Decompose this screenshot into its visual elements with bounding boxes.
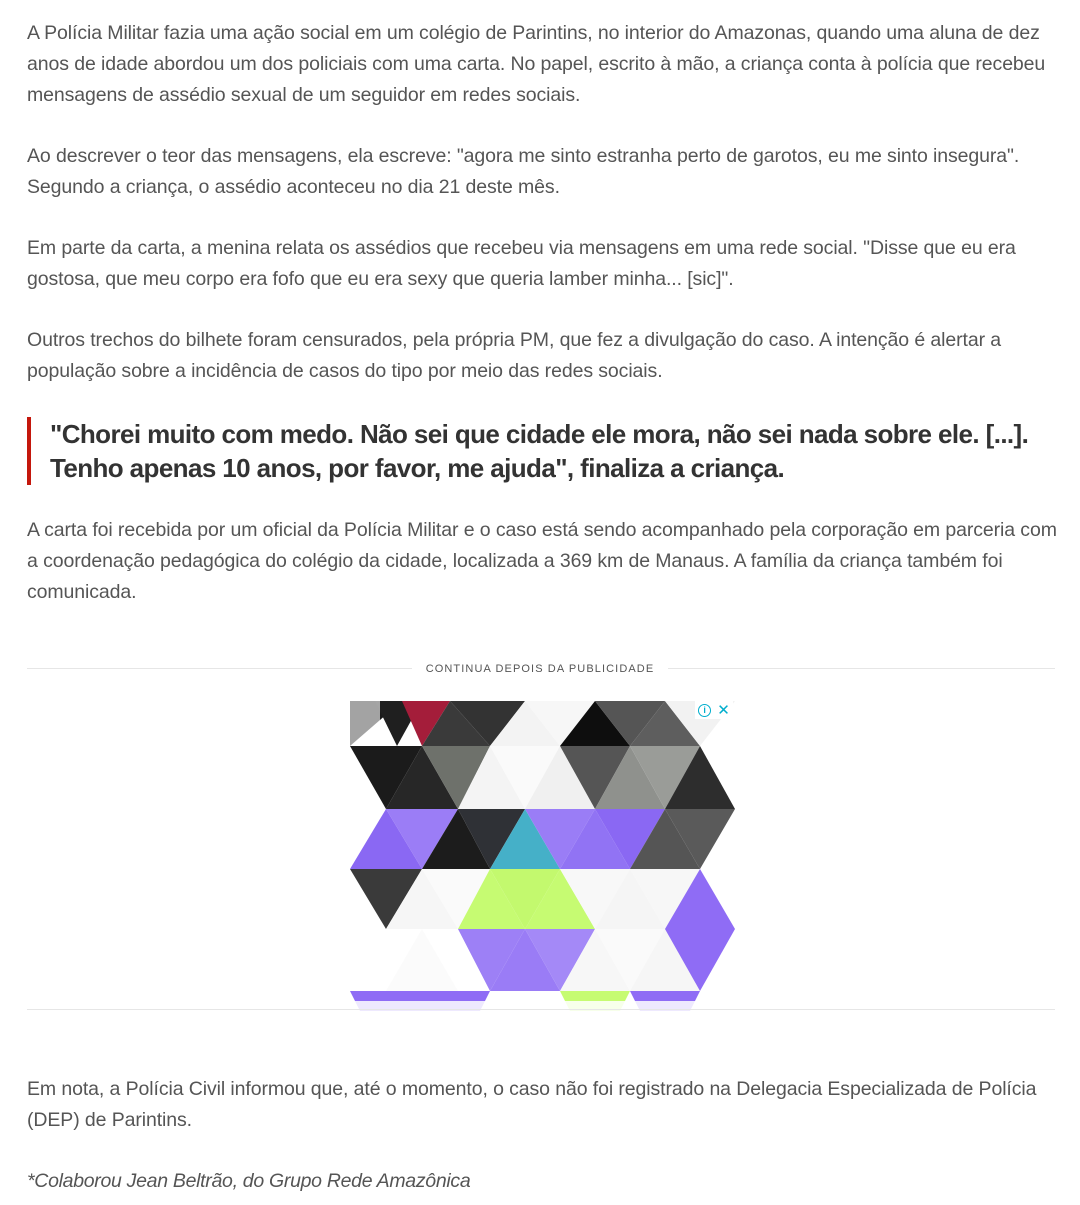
article-paragraph: A carta foi recebida por um oficial da Polícia Militar e o caso está sendo acompanhado pela corporação em parceria com a coordenação pedagógica do colégio da cidade, localizada a 369 km de Manaus. A família da criança também foi comunicada. — [27, 519, 1057, 603]
ad-controls — [695, 701, 733, 719]
article-paragraph: A Polícia Militar fazia uma ação social em um colégio de Parintins, no interior do Amazonas, quando uma aluna de dez anos de idade abordou um dos policiais com uma carta. No papel, escrito à mão, a criança conta à polícia que recebeu mensagens de assédio sexual de um seguidor em redes sociais. — [27, 22, 1046, 106]
pull-quote — [27, 417, 1057, 485]
ad-hexagon-pattern[interactable] — [350, 701, 735, 1011]
article-paragraph: Outros trechos do bilhete foram censurados, pela própria PM, que fez a divulgação do caso. A intenção é alertar a população sobre a incidência de casos do tipo por meio das redes sociais. — [27, 329, 1002, 382]
article-body — [27, 18, 1057, 638]
ad-section — [27, 662, 1055, 1010]
close-icon[interactable]: ✕ — [717, 701, 730, 719]
ad-banner[interactable] — [350, 701, 735, 1011]
ad-label: CONTINUA DEPOIS DA PUBLICIDADE — [412, 662, 668, 676]
article-paragraph: Em nota, a Polícia Civil informou que, até o momento, o caso não foi registrado na Delegacia Especializada de Polícia (DEP) de Parintins. — [27, 1078, 1037, 1131]
ad-divider-bottom — [27, 1009, 1055, 1010]
article-paragraph: Em parte da carta, a menina relata os assédios que recebeu via mensagens em uma rede social. "Disse que eu era gostosa, que meu corpo era fofo que eu era sexy que queria lamber minha... [sic]". — [27, 237, 1016, 290]
info-icon[interactable]: i — [698, 704, 711, 717]
pull-quote-text: "Chorei muito com medo. Não sei que cidade ele mora, não sei nada sobre ele. [...]. Tenho apenas 10 anos, por favor, me ajuda", finaliza a criança. — [50, 419, 1029, 483]
article-paragraph: Ao descrever o teor das mensagens, ela escreve: "agora me sinto estranha perto de garotos, eu me sinto insegura". Segundo a criança, o assédio aconteceu no dia 21 deste mês. — [27, 145, 1020, 198]
article-credit: *Colaborou Jean Beltrão, do Grupo Rede Amazônica — [27, 1170, 471, 1192]
article-body-continued — [27, 1074, 1057, 1197]
